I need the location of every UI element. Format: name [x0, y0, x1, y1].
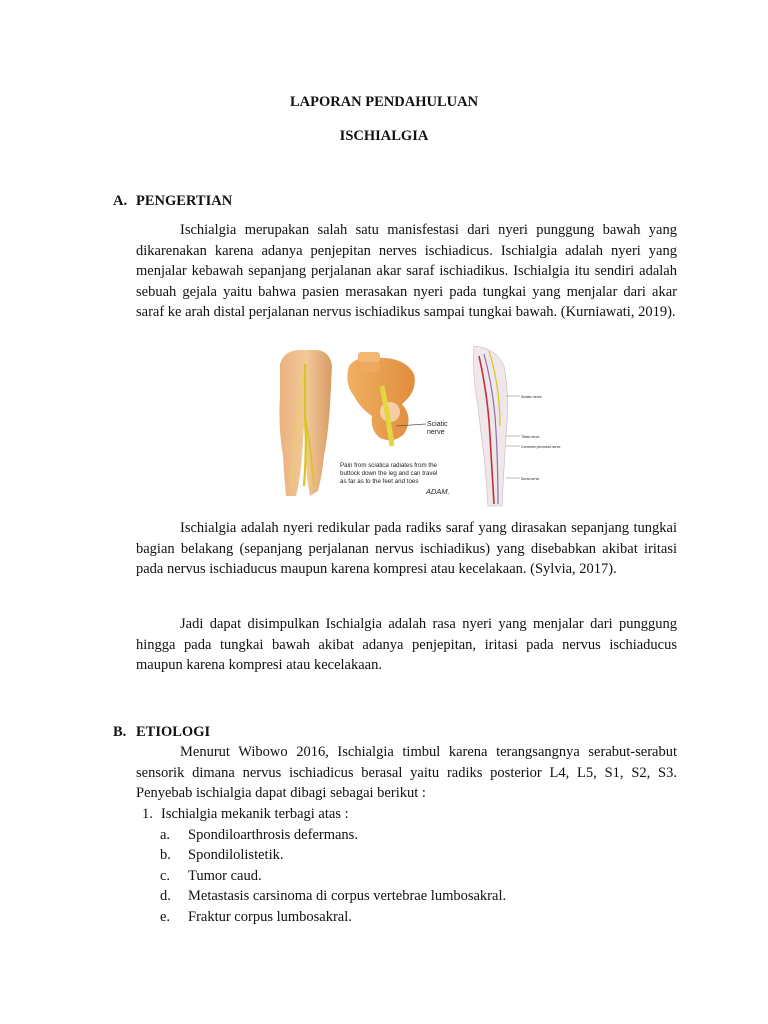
- document-subtitle: ISCHIALGIA: [339, 128, 429, 144]
- figure-caption-line3: as far as to the feet and toes: [340, 478, 419, 485]
- section-a-paragraph-2-text: Ischialgia adalah nyeri redikular pada radiks saraf yang dirasakan sepanjang tungkai bagian belakang (sepanjang perjalanan nervus ischiadikus) yang disebabkan akibat iritasi pada nervus ischiaducus maupun karena kompresi atau kecelakaan. (Sylvia, 2017).: [136, 520, 677, 577]
- document-title: LAPORAN PENDAHULUAN: [289, 94, 479, 110]
- list-subitem-c: [160, 866, 262, 887]
- right-label-peroneal: Common peroneal nerve: [521, 445, 561, 449]
- list-subitem-b-text: Spondilolistetik.: [188, 847, 284, 863]
- section-a-paragraph-3-text: Jadi dapat disimpulkan Ischialgia adalah rasa nyeri yang menjalar dari punggung hingga pada tungkai bawah akibat adanya penjepitan, iritasi pada nervus ischiaducus maupun karena kompresi atau kecelakaan.: [136, 616, 677, 673]
- sciatic-label-line1: Sciatic: [427, 421, 448, 428]
- list-item-1: [142, 804, 349, 825]
- adam-logo: ADAM.: [426, 487, 450, 496]
- right-label-sural: Sural nerve: [521, 477, 540, 481]
- right-label-sciatic: Sciatic nerve: [521, 395, 542, 399]
- sciatica-illustration: [274, 346, 561, 516]
- list-subitem-e-marker: e.: [160, 909, 171, 925]
- list-subitem-d: [160, 886, 506, 907]
- section-a-number: A.: [113, 193, 128, 209]
- list-subitem-a-marker: a.: [160, 827, 171, 843]
- section-a-heading: [113, 193, 232, 210]
- list-subitem-b: [160, 845, 283, 866]
- list-subitem-e-text: Fraktur corpus lumbosakral.: [188, 909, 352, 925]
- figure-caption-line2: buttock down the leg and can travel: [340, 470, 438, 477]
- section-b-title: ETIOLOGI: [136, 724, 211, 740]
- section-a-paragraph-2: [136, 518, 677, 580]
- right-label-tibial: Tibial nerve: [521, 435, 540, 439]
- list-subitem-b-marker: b.: [160, 847, 171, 863]
- section-b-paragraph-1-text: Menurut Wibowo 2016, Ischialgia timbul karena terangsangnya serabut-serabut sensorik dimana nervus ischiadicus berasal yaitu radiks posterior L4, L5, S1, S2, S3. Penyebab ischialgia dapat dibagi sebagai berikut :: [136, 744, 677, 801]
- sciatic-label-line2: nerve: [427, 429, 445, 436]
- section-a-paragraph-1-text: Ischialgia merupakan salah satu manisfestasi dari nyeri punggung bawah yang dikarenakan karena adanya penjepitan nerves ischiadicus. Ischialgia adalah nyeri yang menjalar kebawah sepanjang perjalanan akar saraf ischiadikus. Ischialgia itu sendiri adalah sebuah gejala yaitu bahwa pasien merasakan nyeri pada tungkai yang menjalar dari akar saraf ke arah distal perjalanan nervus ischiadikus sampai tungkai bawah. (Kurniawati, 2019).: [136, 222, 677, 320]
- list-subitem-c-text: Tumor caud.: [188, 868, 262, 884]
- section-b-number: B.: [113, 724, 127, 740]
- pelvis-drawing: [347, 352, 448, 446]
- leg-back-drawing: [279, 350, 332, 496]
- leg-anatomy-drawing: [474, 346, 561, 506]
- section-a-paragraph-1: [136, 220, 677, 323]
- list-subitem-c-marker: c.: [160, 868, 171, 884]
- section-b-paragraph-1: [136, 742, 677, 804]
- list-subitem-a-text: Spondiloarthrosis defermans.: [188, 827, 358, 843]
- list-item-1-text: Ischialgia mekanik terbagi atas :: [161, 806, 349, 822]
- list-subitem-d-text: Metastasis carsinoma di corpus vertebrae lumbosakral.: [188, 888, 507, 904]
- list-subitem-a: [160, 825, 358, 846]
- section-b-heading: [113, 724, 210, 741]
- list-item-1-marker: 1.: [142, 806, 153, 822]
- list-subitem-d-marker: d.: [160, 888, 171, 904]
- figure-caption: [340, 462, 450, 496]
- section-a-title: PENGERTIAN: [136, 193, 233, 209]
- list-subitem-e: [160, 907, 352, 928]
- section-a-paragraph-3: [136, 614, 677, 676]
- figure-caption-line1: Pain from sciatica radiates from the: [340, 462, 437, 469]
